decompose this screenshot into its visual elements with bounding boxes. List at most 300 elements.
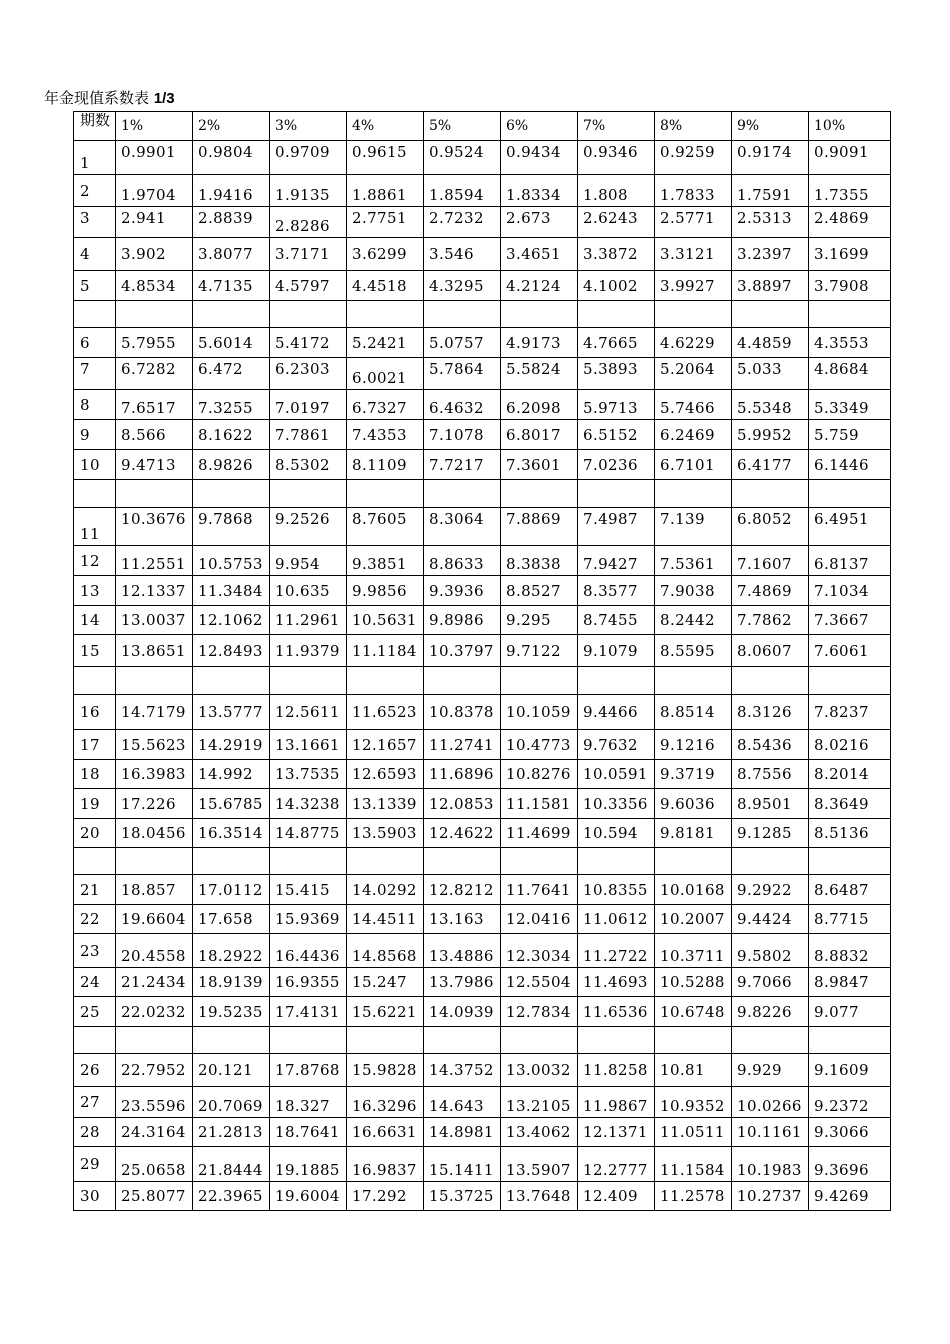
value-cell: 5.9952 — [732, 420, 809, 450]
value-cell: 15.247 — [347, 968, 424, 997]
value-cell: 1.808 — [578, 175, 655, 207]
value-cell: 6.4177 — [732, 450, 809, 480]
value-cell: 12.1657 — [347, 730, 424, 760]
value-cell: 8.2442 — [655, 606, 732, 635]
value-cell: 8.0216 — [809, 730, 891, 760]
table-row — [74, 635, 891, 667]
value-cell: 14.8775 — [270, 819, 347, 848]
value-cell: 7.4987 — [578, 508, 655, 546]
value-cell: 18.857 — [116, 875, 193, 905]
empty-cell — [732, 480, 809, 508]
value-cell: 10.81 — [655, 1054, 732, 1087]
period-cell: 21 — [74, 875, 116, 905]
value-cell: 0.9174 — [732, 141, 809, 175]
value-cell: 11.2722 — [578, 934, 655, 968]
value-cell: 7.9038 — [655, 576, 732, 606]
empty-cell — [809, 480, 891, 508]
period-cell: 16 — [74, 695, 116, 730]
value-cell: 9.8226 — [732, 997, 809, 1027]
value-cell: 11.1584 — [655, 1147, 732, 1182]
period-cell: 4 — [74, 238, 116, 271]
period-cell: 11 — [74, 508, 116, 546]
rate-header: 9% — [732, 112, 809, 141]
value-cell: 0.9259 — [655, 141, 732, 175]
value-cell: 9.929 — [732, 1054, 809, 1087]
value-cell: 14.4511 — [347, 905, 424, 934]
value-cell: 4.5797 — [270, 271, 347, 301]
value-cell: 7.8869 — [501, 508, 578, 546]
value-cell: 11.0612 — [578, 905, 655, 934]
value-cell: 11.9867 — [578, 1087, 655, 1118]
value-cell: 4.6229 — [655, 328, 732, 358]
value-cell: 1.8594 — [424, 175, 501, 207]
value-cell: 17.4131 — [270, 997, 347, 1027]
empty-cell — [270, 1027, 347, 1054]
empty-cell — [193, 667, 270, 695]
value-cell: 14.0939 — [424, 997, 501, 1027]
value-cell: 3.3872 — [578, 238, 655, 271]
value-cell: 6.8137 — [809, 546, 891, 576]
value-cell: 9.1285 — [732, 819, 809, 848]
period-cell: 9 — [74, 420, 116, 450]
value-cell: 10.3676 — [116, 508, 193, 546]
value-cell: 8.8514 — [655, 695, 732, 730]
value-cell: 11.4693 — [578, 968, 655, 997]
value-cell: 10.2737 — [732, 1182, 809, 1211]
value-cell: 6.7101 — [655, 450, 732, 480]
empty-cell — [732, 1027, 809, 1054]
value-cell: 13.8651 — [116, 635, 193, 667]
period-cell: 29 — [74, 1147, 116, 1182]
value-cell: 13.1661 — [270, 730, 347, 760]
value-cell: 1.7591 — [732, 175, 809, 207]
value-cell: 10.1059 — [501, 695, 578, 730]
value-cell: 4.7665 — [578, 328, 655, 358]
value-cell: 13.7648 — [501, 1182, 578, 1211]
value-cell: 5.5348 — [732, 390, 809, 420]
value-cell: 17.8768 — [270, 1054, 347, 1087]
value-cell: 16.4436 — [270, 934, 347, 968]
value-cell: 6.7327 — [347, 390, 424, 420]
value-cell: 4.8684 — [809, 358, 891, 390]
value-cell: 8.3064 — [424, 508, 501, 546]
period-cell: 20 — [74, 819, 116, 848]
empty-cell — [809, 848, 891, 875]
period-cell: 18 — [74, 760, 116, 789]
value-cell: 11.2961 — [270, 606, 347, 635]
value-cell: 15.3725 — [424, 1182, 501, 1211]
value-cell: 15.1411 — [424, 1147, 501, 1182]
value-cell: 8.9826 — [193, 450, 270, 480]
value-cell: 7.1607 — [732, 546, 809, 576]
value-cell: 10.0591 — [578, 760, 655, 789]
value-cell: 11.0511 — [655, 1118, 732, 1147]
empty-cell — [347, 848, 424, 875]
table-row — [74, 789, 891, 819]
value-cell: 24.3164 — [116, 1118, 193, 1147]
value-cell: 16.6631 — [347, 1118, 424, 1147]
period-cell: 12 — [74, 546, 116, 576]
rate-header: 8% — [655, 112, 732, 141]
table-row — [74, 730, 891, 760]
table-row — [74, 546, 891, 576]
value-cell: 8.3649 — [809, 789, 891, 819]
value-cell: 10.635 — [270, 576, 347, 606]
period-cell: 3 — [74, 207, 116, 238]
value-cell: 10.2007 — [655, 905, 732, 934]
value-cell: 6.5152 — [578, 420, 655, 450]
value-cell: 5.5824 — [501, 358, 578, 390]
value-cell: 14.2919 — [193, 730, 270, 760]
empty-cell — [655, 848, 732, 875]
value-cell: 8.5436 — [732, 730, 809, 760]
value-cell: 7.4353 — [347, 420, 424, 450]
table-row — [74, 450, 891, 480]
value-cell: 13.4886 — [424, 934, 501, 968]
value-cell: 10.1161 — [732, 1118, 809, 1147]
value-cell: 6.1446 — [809, 450, 891, 480]
empty-cell — [501, 301, 578, 328]
spacer-row — [74, 1027, 891, 1054]
empty-cell — [74, 667, 116, 695]
empty-cell — [74, 1027, 116, 1054]
period-cell: 15 — [74, 635, 116, 667]
value-cell: 21.2813 — [193, 1118, 270, 1147]
period-cell: 23 — [74, 934, 116, 968]
empty-cell — [655, 301, 732, 328]
value-cell: 12.0853 — [424, 789, 501, 819]
period-cell: 27 — [74, 1087, 116, 1118]
table-row — [74, 1087, 891, 1118]
value-cell: 7.6061 — [809, 635, 891, 667]
value-cell: 20.4558 — [116, 934, 193, 968]
value-cell: 18.327 — [270, 1087, 347, 1118]
value-cell: 18.7641 — [270, 1118, 347, 1147]
table-row — [74, 358, 891, 390]
value-cell: 8.7455 — [578, 606, 655, 635]
value-cell: 19.6604 — [116, 905, 193, 934]
table-row — [74, 207, 891, 238]
empty-cell — [732, 667, 809, 695]
value-cell: 5.2421 — [347, 328, 424, 358]
value-cell: 8.1622 — [193, 420, 270, 450]
value-cell: 10.3711 — [655, 934, 732, 968]
value-cell: 11.6536 — [578, 997, 655, 1027]
spacer-row — [74, 667, 891, 695]
period-cell: 8 — [74, 390, 116, 420]
empty-cell — [193, 480, 270, 508]
table-row — [74, 760, 891, 789]
value-cell: 5.3349 — [809, 390, 891, 420]
empty-cell — [424, 848, 501, 875]
value-cell: 15.9369 — [270, 905, 347, 934]
empty-cell — [655, 667, 732, 695]
value-cell: 5.0757 — [424, 328, 501, 358]
value-cell: 8.5302 — [270, 450, 347, 480]
value-cell: 7.8237 — [809, 695, 891, 730]
value-cell: 2.5771 — [655, 207, 732, 238]
value-cell: 11.6896 — [424, 760, 501, 789]
table-row — [74, 141, 891, 175]
value-cell: 9.4424 — [732, 905, 809, 934]
value-cell: 4.9173 — [501, 328, 578, 358]
value-cell: 9.8181 — [655, 819, 732, 848]
annuity-present-value-table — [73, 111, 891, 1211]
rate-header: 6% — [501, 112, 578, 141]
table-row — [74, 819, 891, 848]
value-cell: 9.077 — [809, 997, 891, 1027]
value-cell: 15.415 — [270, 875, 347, 905]
value-cell: 7.7862 — [732, 606, 809, 635]
value-cell: 9.4713 — [116, 450, 193, 480]
value-cell: 4.7135 — [193, 271, 270, 301]
value-cell: 10.9352 — [655, 1087, 732, 1118]
value-cell: 8.6487 — [809, 875, 891, 905]
value-cell: 21.8444 — [193, 1147, 270, 1182]
value-cell: 9.9856 — [347, 576, 424, 606]
value-cell: 11.7641 — [501, 875, 578, 905]
value-cell: 11.1581 — [501, 789, 578, 819]
period-cell: 2 — [74, 175, 116, 207]
value-cell: 1.8334 — [501, 175, 578, 207]
rate-header: 10% — [809, 112, 891, 141]
value-cell: 25.0658 — [116, 1147, 193, 1182]
value-cell: 3.902 — [116, 238, 193, 271]
value-cell: 7.3601 — [501, 450, 578, 480]
value-cell: 10.5288 — [655, 968, 732, 997]
value-cell: 6.7282 — [116, 358, 193, 390]
empty-cell — [578, 480, 655, 508]
value-cell: 9.1216 — [655, 730, 732, 760]
value-cell: 17.0112 — [193, 875, 270, 905]
table-row — [74, 238, 891, 271]
value-cell: 13.4062 — [501, 1118, 578, 1147]
value-cell: 10.8378 — [424, 695, 501, 730]
value-cell: 18.0456 — [116, 819, 193, 848]
value-cell: 5.6014 — [193, 328, 270, 358]
rate-header: 1% — [116, 112, 193, 141]
rate-header: 4% — [347, 112, 424, 141]
empty-cell — [270, 848, 347, 875]
empty-cell — [116, 301, 193, 328]
value-cell: 10.4773 — [501, 730, 578, 760]
value-cell: 23.5596 — [116, 1087, 193, 1118]
empty-cell — [655, 1027, 732, 1054]
value-cell: 11.2551 — [116, 546, 193, 576]
value-cell: 9.4466 — [578, 695, 655, 730]
value-cell: 12.8212 — [424, 875, 501, 905]
value-cell: 3.7908 — [809, 271, 891, 301]
period-cell: 10 — [74, 450, 116, 480]
value-cell: 8.1109 — [347, 450, 424, 480]
value-cell: 7.7861 — [270, 420, 347, 450]
value-cell: 0.9901 — [116, 141, 193, 175]
value-cell: 5.033 — [732, 358, 809, 390]
value-cell: 6.4632 — [424, 390, 501, 420]
value-cell: 9.2372 — [809, 1087, 891, 1118]
value-cell: 8.8633 — [424, 546, 501, 576]
value-cell: 7.3255 — [193, 390, 270, 420]
value-cell: 19.1885 — [270, 1147, 347, 1182]
empty-cell — [424, 1027, 501, 1054]
value-cell: 4.4518 — [347, 271, 424, 301]
value-cell: 10.5631 — [347, 606, 424, 635]
value-cell: 18.2922 — [193, 934, 270, 968]
value-cell: 10.3797 — [424, 635, 501, 667]
value-cell: 13.7986 — [424, 968, 501, 997]
value-cell: 13.5903 — [347, 819, 424, 848]
value-cell: 10.594 — [578, 819, 655, 848]
value-cell: 2.673 — [501, 207, 578, 238]
value-cell: 12.3034 — [501, 934, 578, 968]
value-cell: 2.4869 — [809, 207, 891, 238]
value-cell: 14.643 — [424, 1087, 501, 1118]
value-cell: 14.8981 — [424, 1118, 501, 1147]
value-cell: 15.6221 — [347, 997, 424, 1027]
empty-cell — [74, 848, 116, 875]
value-cell: 8.3577 — [578, 576, 655, 606]
value-cell: 13.1339 — [347, 789, 424, 819]
empty-cell — [193, 848, 270, 875]
empty-cell — [809, 301, 891, 328]
value-cell: 4.4859 — [732, 328, 809, 358]
value-cell: 3.8897 — [732, 271, 809, 301]
table-title-text: 年金现值系数表 — [44, 89, 154, 107]
table-body — [74, 112, 891, 1211]
value-cell: 8.8832 — [809, 934, 891, 968]
value-cell: 3.546 — [424, 238, 501, 271]
empty-cell — [578, 667, 655, 695]
empty-cell — [501, 667, 578, 695]
value-cell: 8.566 — [116, 420, 193, 450]
value-cell: 9.1609 — [809, 1054, 891, 1087]
value-cell: 16.3514 — [193, 819, 270, 848]
value-cell: 7.5361 — [655, 546, 732, 576]
period-cell: 28 — [74, 1118, 116, 1147]
value-cell: 16.9837 — [347, 1147, 424, 1182]
table-row — [74, 606, 891, 635]
table-row — [74, 968, 891, 997]
value-cell: 8.9847 — [809, 968, 891, 997]
empty-cell — [270, 667, 347, 695]
value-cell: 1.7833 — [655, 175, 732, 207]
table-title — [44, 87, 175, 108]
value-cell: 5.9713 — [578, 390, 655, 420]
value-cell: 13.5777 — [193, 695, 270, 730]
rate-header: 7% — [578, 112, 655, 141]
value-cell: 12.4622 — [424, 819, 501, 848]
value-cell: 6.0021 — [347, 358, 424, 390]
value-cell: 11.8258 — [578, 1054, 655, 1087]
value-cell: 16.3296 — [347, 1087, 424, 1118]
period-cell: 26 — [74, 1054, 116, 1087]
value-cell: 6.8052 — [732, 508, 809, 546]
value-cell: 5.3893 — [578, 358, 655, 390]
value-cell: 9.3719 — [655, 760, 732, 789]
value-cell: 4.3553 — [809, 328, 891, 358]
empty-cell — [116, 1027, 193, 1054]
value-cell: 5.4172 — [270, 328, 347, 358]
value-cell: 21.2434 — [116, 968, 193, 997]
value-cell: 3.8077 — [193, 238, 270, 271]
value-cell: 13.7535 — [270, 760, 347, 789]
value-cell: 7.9427 — [578, 546, 655, 576]
table-row — [74, 1054, 891, 1087]
period-cell: 5 — [74, 271, 116, 301]
empty-cell — [424, 301, 501, 328]
value-cell: 8.5595 — [655, 635, 732, 667]
value-cell: 4.3295 — [424, 271, 501, 301]
value-cell: 9.7632 — [578, 730, 655, 760]
value-cell: 1.9416 — [193, 175, 270, 207]
value-cell: 2.5313 — [732, 207, 809, 238]
empty-cell — [501, 1027, 578, 1054]
period-cell: 30 — [74, 1182, 116, 1211]
table-row — [74, 508, 891, 546]
value-cell: 6.472 — [193, 358, 270, 390]
value-cell: 9.3936 — [424, 576, 501, 606]
value-cell: 3.1699 — [809, 238, 891, 271]
value-cell: 13.0032 — [501, 1054, 578, 1087]
empty-cell — [578, 301, 655, 328]
empty-cell — [116, 848, 193, 875]
value-cell: 18.9139 — [193, 968, 270, 997]
table-row — [74, 328, 891, 358]
value-cell: 10.0168 — [655, 875, 732, 905]
empty-cell — [116, 480, 193, 508]
value-cell: 22.3965 — [193, 1182, 270, 1211]
value-cell: 6.8017 — [501, 420, 578, 450]
table-row — [74, 1118, 891, 1147]
value-cell: 12.7834 — [501, 997, 578, 1027]
empty-cell — [424, 480, 501, 508]
value-cell: 4.8534 — [116, 271, 193, 301]
table-row — [74, 175, 891, 207]
value-cell: 11.2741 — [424, 730, 501, 760]
value-cell: 13.163 — [424, 905, 501, 934]
value-cell: 6.2098 — [501, 390, 578, 420]
value-cell: 0.9804 — [193, 141, 270, 175]
value-cell: 3.6299 — [347, 238, 424, 271]
value-cell: 10.1983 — [732, 1147, 809, 1182]
table-row — [74, 390, 891, 420]
value-cell: 12.8493 — [193, 635, 270, 667]
table-row — [74, 905, 891, 934]
value-cell: 12.2777 — [578, 1147, 655, 1182]
value-cell: 19.5235 — [193, 997, 270, 1027]
value-cell: 1.9704 — [116, 175, 193, 207]
value-cell: 2.7751 — [347, 207, 424, 238]
value-cell: 10.5753 — [193, 546, 270, 576]
value-cell: 14.3238 — [270, 789, 347, 819]
value-cell: 5.2064 — [655, 358, 732, 390]
empty-cell — [809, 667, 891, 695]
value-cell: 13.2105 — [501, 1087, 578, 1118]
value-cell: 14.3752 — [424, 1054, 501, 1087]
value-cell: 2.941 — [116, 207, 193, 238]
empty-cell — [347, 480, 424, 508]
value-cell: 20.7069 — [193, 1087, 270, 1118]
value-cell: 10.0266 — [732, 1087, 809, 1118]
value-cell: 4.1002 — [578, 271, 655, 301]
value-cell: 12.1062 — [193, 606, 270, 635]
value-cell: 22.0232 — [116, 997, 193, 1027]
value-cell: 5.7466 — [655, 390, 732, 420]
value-cell: 10.3356 — [578, 789, 655, 819]
value-cell: 9.3696 — [809, 1147, 891, 1182]
period-header: 期数 — [80, 112, 111, 129]
value-cell: 20.121 — [193, 1054, 270, 1087]
